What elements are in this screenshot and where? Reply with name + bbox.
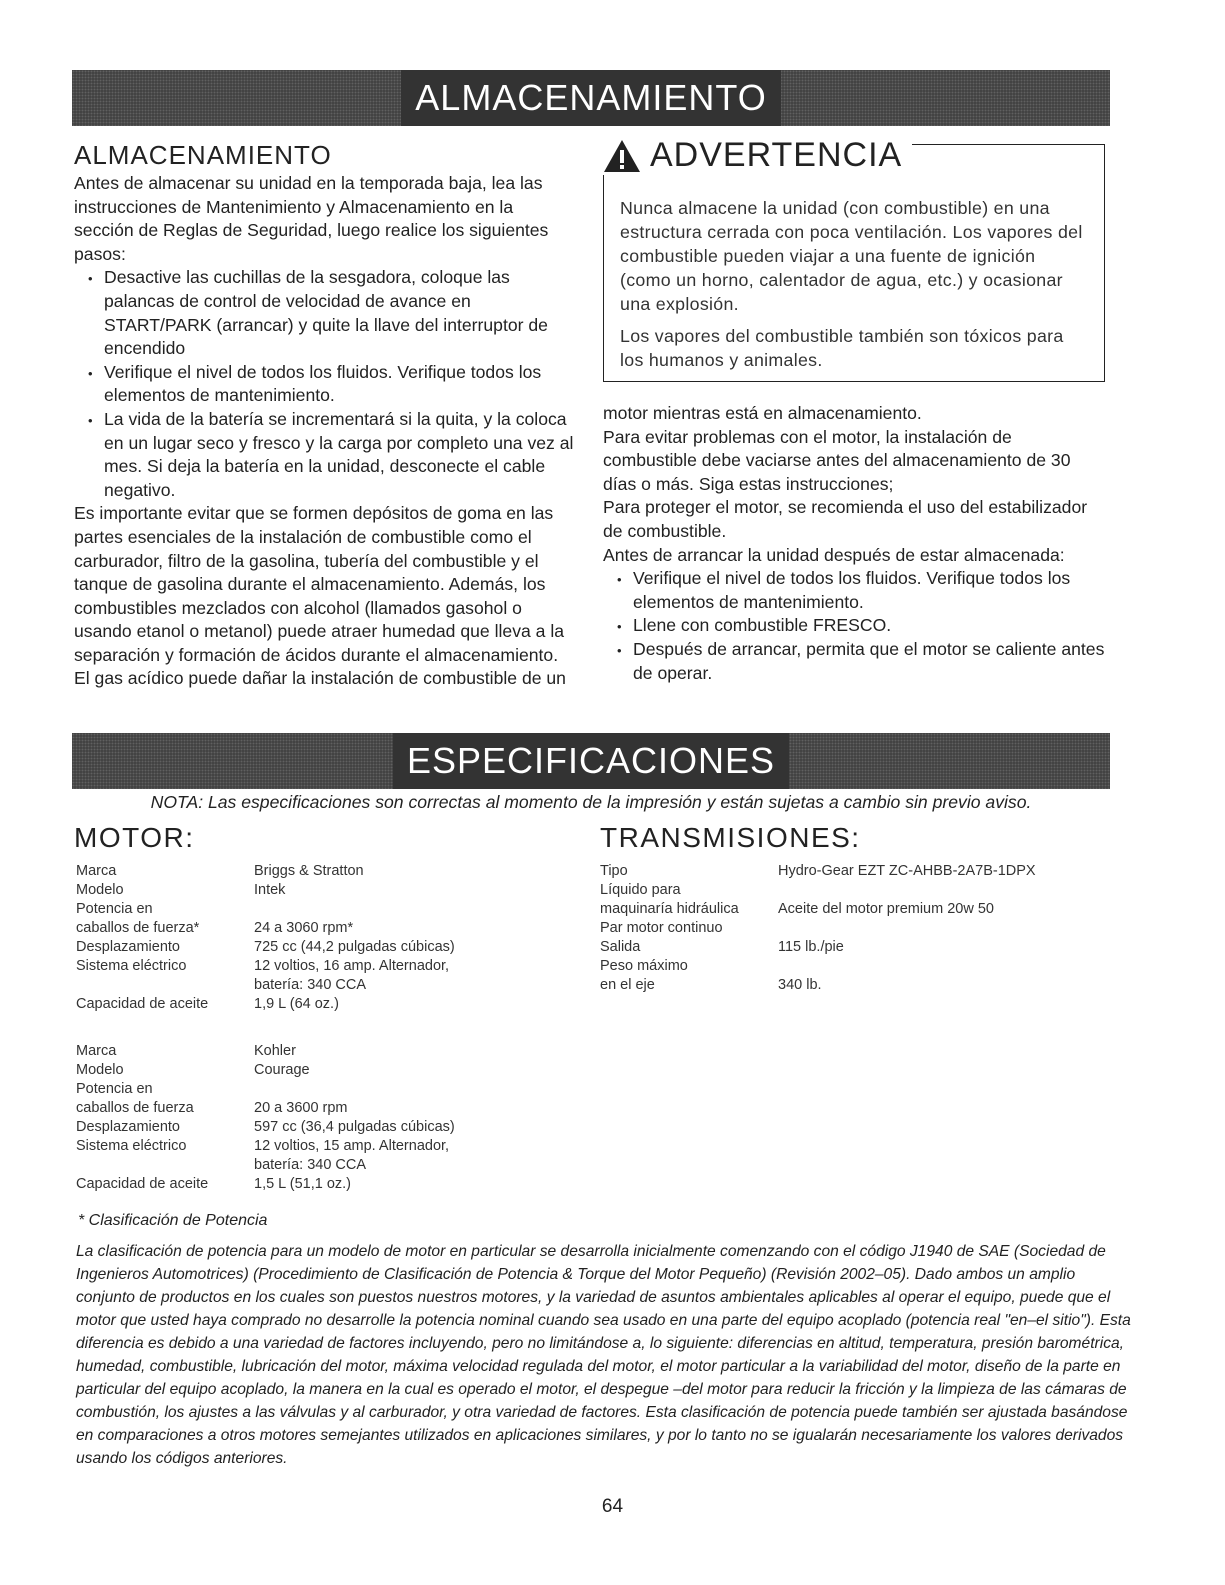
spec-value: 12 voltios, 16 amp. Alternador, bbox=[254, 958, 450, 974]
spec-label bbox=[76, 1156, 254, 1175]
spec-label: Sistema eléctrico bbox=[76, 958, 187, 974]
footnote-text: La clasificación de potencia para un modelo de motor en particular se desarrolla inicialmente comenzando con el código J1940 de SAE (Sociedad de Ingenieros Automotrices) (Procedimiento de Clasificación de Potencia & Torque del Motor Pequeño) (Revisión 2002–05). Dado ambos un amplio conjunto de productos en los cuales son puestos nuestros motores, y la variedad de asuntos ambientales aplicables al operar el equipo, puede que el motor que usted haya comprado no desarrolle la potencia nominal cuando sea usado en una parte del equipo acoplado (potencia real "en–el sitio"). Esta diferencia es debido a una variedad de factores incluyendo, pero no limitándose a, lo siguiente: diferencias en altitud, temperatura, presión barométrica, humedad, combustible, lubricación del motor, máxima velocidad regulada del motor, el motor particular a la variabilidad del motor, diseño de la parte en particular del equipo acoplado, la manera en la cual es operado el motor, el despegue –del motor para reducir la fricción y la limpieza de las cámaras de combustión, los ajustes a las válvulas y al carburador, y otra variedad de factores. Esta clasificación de potencia puede también ser ajustada basándose en comparaciones a otros motores semejantes utilizados en aplicaciones similares, y por lo tanto no se igualarán necesariamente los valores derivados usando los códigos anteriores. bbox=[76, 1243, 1131, 1467]
storage-intro: Antes de almacenar su unidad en la temporada baja, lea las instrucciones de Mantenimiento y Almacenamiento en la sección de Reglas de Seguridad, luego realice los siguientes pasos: bbox=[74, 173, 549, 264]
spec-row bbox=[76, 1175, 455, 1194]
spec-label: Sistema eléctrico bbox=[76, 1138, 187, 1154]
storage-left-column bbox=[74, 172, 574, 691]
spec-label: maquinaría hidráulica bbox=[600, 901, 739, 917]
banner-title: ESPECIFICACIONES bbox=[393, 733, 789, 789]
motor-heading: MOTOR: bbox=[74, 822, 195, 853]
spec-label: caballos de fuerza* bbox=[76, 920, 200, 936]
storage-right-column bbox=[603, 402, 1108, 685]
spec-row bbox=[600, 976, 1036, 995]
spec-label: Líquido para bbox=[600, 882, 681, 898]
spec-row bbox=[76, 1137, 455, 1156]
spec-row bbox=[76, 1156, 455, 1175]
spec-row bbox=[600, 862, 1036, 881]
warning-paragraph: Los vapores del combustible también son tóxicos para los humanos y animales. bbox=[620, 326, 1064, 370]
spec-value: 1,9 L (64 oz.) bbox=[254, 996, 339, 1012]
spec-label: Par motor continuo bbox=[600, 920, 723, 936]
section-banner-storage bbox=[72, 70, 1110, 126]
list-item: • La vida de la batería se incrementará si la quita, y la coloca en un lugar seco y fresco y la carga por completo una vez al mes. Si deja la batería en la unidad, desconecte el cable negativo. bbox=[104, 408, 574, 502]
warning-triangle-icon bbox=[602, 138, 642, 174]
specs-note: NOTA: Las especificaciones son correctas al momento de la impresión y están sujetas a cambio sin previo aviso. bbox=[150, 792, 1032, 812]
spec-label: Potencia en bbox=[76, 1081, 153, 1097]
spec-value: 24 a 3060 rpm* bbox=[254, 920, 354, 936]
spec-row bbox=[76, 995, 455, 1014]
spec-row bbox=[76, 976, 455, 995]
list-item: • Después de arrancar, permita que el motor se caliente antes de operar. bbox=[633, 638, 1108, 685]
warning-title: ADVERTENCIA bbox=[650, 136, 903, 174]
spec-label: Potencia en bbox=[76, 901, 153, 917]
spec-value: 1,5 L (51,1 oz.) bbox=[254, 1176, 351, 1192]
restart-steps-list bbox=[603, 567, 1108, 685]
spec-label bbox=[76, 976, 254, 995]
spec-label: Modelo bbox=[76, 882, 124, 898]
spec-label: Tipo bbox=[600, 863, 628, 879]
spec-value: 20 a 3600 rpm bbox=[254, 1100, 348, 1116]
spec-row bbox=[76, 1118, 455, 1137]
spec-label: Marca bbox=[76, 1043, 117, 1059]
spec-row bbox=[76, 938, 455, 957]
spec-row bbox=[76, 1061, 455, 1080]
spec-value: Courage bbox=[254, 1062, 310, 1078]
spec-value: Briggs & Stratton bbox=[254, 863, 364, 879]
engine-2-specs bbox=[76, 1042, 455, 1194]
spec-row bbox=[76, 919, 455, 938]
spec-value: Hydro-Gear EZT ZC-AHBB-2A7B-1DPX bbox=[778, 863, 1036, 879]
section-banner-specs bbox=[72, 733, 1110, 789]
spec-label: Capacidad de aceite bbox=[76, 996, 209, 1012]
list-item: • Verifique el nivel de todos los fluidos. Verifique todos los elementos de mantenimiento. bbox=[104, 361, 574, 408]
list-item: • Llene con combustible FRESCO. bbox=[633, 614, 1108, 638]
spec-label: Peso máximo bbox=[600, 958, 688, 974]
transmission-specs bbox=[600, 862, 1036, 995]
banner-title: ALMACENAMIENTO bbox=[401, 70, 780, 126]
spec-value: 725 cc (44,2 pulgadas cúbicas) bbox=[254, 939, 455, 955]
storage-heading: ALMACENAMIENTO bbox=[74, 140, 332, 170]
storage-paragraph: Para evitar problemas con el motor, la instalación de combustible debe vaciarse antes del almacenamiento de 30 días o más. Siga estas instrucciones; bbox=[603, 426, 1071, 494]
spec-row bbox=[600, 957, 1036, 976]
spec-row bbox=[600, 900, 1036, 919]
spec-value: 597 cc (36,4 pulgadas cúbicas) bbox=[254, 1119, 455, 1135]
fuel-paragraph-left: Es importante evitar que se formen depósitos de goma en las partes esenciales de la instalación de combustible como el carburador, filtro de la gasolina, tubería del combustible y el tanque de gasolina durante el almacenamiento. Además, los combustibles mezclados con alcohol (llamados gasohol o usando etanol o metanol) puede atraer humedad que lleva a la separación y formación de ácidos durante el almacenamiento. El gas acídico puede dañar la instalación de combustible de un bbox=[74, 503, 566, 689]
spec-row bbox=[76, 900, 455, 919]
storage-steps-list bbox=[74, 266, 574, 502]
spec-label: Modelo bbox=[76, 1062, 124, 1078]
spec-row bbox=[600, 881, 1036, 900]
spec-value: 115 lb./pie bbox=[778, 939, 844, 955]
list-item: • Desactive las cuchillas de la sesgadora, coloque las palancas de control de velocidad de avance en START/PARK (arrancar) y quite la llave del interruptor de encendido bbox=[104, 266, 574, 360]
spec-label: Marca bbox=[76, 863, 117, 879]
spec-row bbox=[76, 1099, 455, 1118]
warning-header bbox=[596, 136, 912, 175]
engine-1-specs bbox=[76, 862, 455, 1014]
spec-label: Desplazamiento bbox=[76, 1119, 180, 1135]
transmission-heading: TRANSMISIONES: bbox=[600, 822, 861, 853]
spec-value: batería: 340 CCA bbox=[254, 1157, 367, 1173]
page-number: 64 bbox=[601, 1496, 624, 1517]
spec-row bbox=[76, 1042, 455, 1061]
spec-label: en el eje bbox=[600, 977, 655, 993]
spec-value: 12 voltios, 15 amp. Alternador, bbox=[254, 1138, 450, 1154]
spec-value: 340 lb. bbox=[778, 977, 822, 993]
warning-text bbox=[620, 196, 1090, 380]
storage-paragraph: Antes de arrancar la unidad después de estar almacenada: bbox=[603, 544, 1065, 565]
spec-value: Aceite del motor premium 20w 50 bbox=[778, 901, 994, 917]
spec-value: Kohler bbox=[254, 1043, 296, 1059]
list-item: • Verifique el nivel de todos los fluidos. Verifique todos los elementos de mantenimiento. bbox=[633, 567, 1108, 614]
spec-row bbox=[76, 1080, 455, 1099]
warning-paragraph: Nunca almacene la unidad (con combustible) en una estructura cerrada con poca ventilación. Los vapores del combustible pueden viajar a una fuente de ignición (como un horno, calentador de agua, etc.) y ocasionar una explosión. bbox=[620, 198, 1083, 314]
storage-paragraph: Para proteger el motor, se recomienda el uso del estabilizador de combustible. bbox=[603, 497, 1088, 541]
spec-row bbox=[76, 862, 455, 881]
spec-row bbox=[76, 957, 455, 976]
spec-value: Intek bbox=[254, 882, 286, 898]
spec-label: Desplazamiento bbox=[76, 939, 180, 955]
spec-row bbox=[600, 919, 1036, 938]
footnote-title: * Clasificación de Potencia bbox=[78, 1212, 268, 1229]
spec-label: Capacidad de aceite bbox=[76, 1176, 209, 1192]
spec-label: caballos de fuerza bbox=[76, 1100, 194, 1116]
spec-row bbox=[600, 938, 1036, 957]
spec-value: batería: 340 CCA bbox=[254, 977, 367, 993]
spec-label: Salida bbox=[600, 939, 641, 955]
spec-row bbox=[76, 881, 455, 900]
fuel-paragraph-right: motor mientras está en almacenamiento. bbox=[603, 403, 922, 423]
